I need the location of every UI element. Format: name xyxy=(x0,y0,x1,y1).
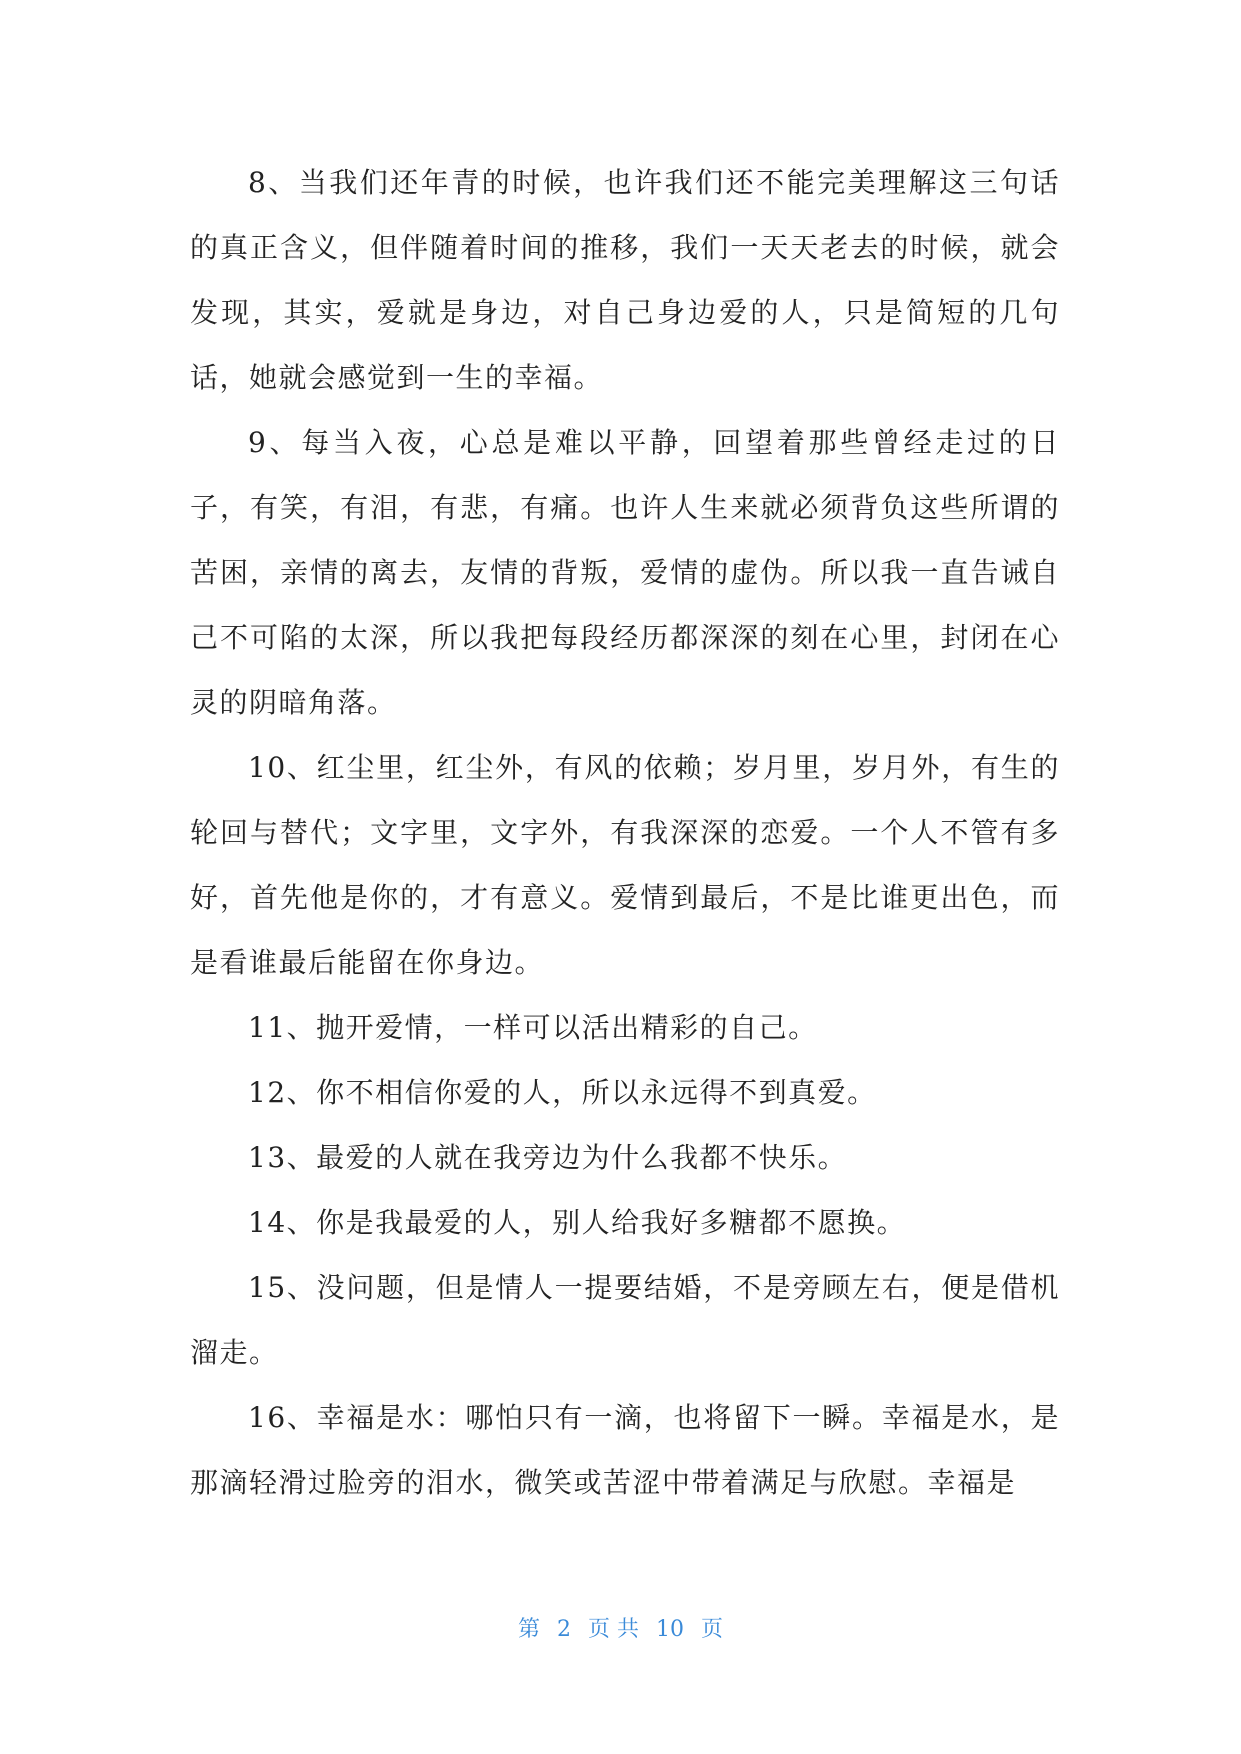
body-text xyxy=(190,150,1060,1515)
footer-prefix: 第 xyxy=(517,1617,540,1642)
paragraph-14: 14、你是我最爱的人，别人给我好多糖都不愿换。 xyxy=(248,1206,907,1239)
paragraph-9: 9、每当入夜，心总是难以平静，回望着那些曾经走过的日子，有笑，有泪，有悲，有痛。也许人生来就必须背负这些所谓的苦困，亲情的离去，友情的背叛，爱情的虚伪。所以我一直告诫自己不可陷的太深，所以我把每段经历都深深的刻在心里，封闭在心灵的阴暗角落。 xyxy=(190,426,1060,719)
paragraph-10: 10、红尘里，红尘外，有风的依赖；岁月里，岁月外，有生的轮回与替代；文字里，文字外，有我深深的恋爱。一个人不管有多好，首先他是你的，才有意义。爱情到最后，不是比谁更出色，而是看谁最后能留在你身边。 xyxy=(190,751,1060,979)
paragraph-11: 11、抛开爱情，一样可以活出精彩的自己。 xyxy=(248,1011,818,1044)
footer-total-pages: 10 xyxy=(656,1617,684,1642)
paragraph-16: 16、幸福是水：哪怕只有一滴，也将留下一瞬。幸福是水，是那滴轻滑过脸旁的泪水，微笑或苦涩中带着满足与欣慰。幸福是 xyxy=(190,1401,1060,1499)
paragraph-8: 8、当我们还年青的时候，也许我们还不能完美理解这三句话的真正含义，但伴随着时间的推移，我们一天天老去的时候，就会发现，其实，爱就是身边，对自己身边爱的人，只是简短的几句话，她就会感觉到一生的幸福。 xyxy=(190,166,1060,394)
footer-middle: 页 共 xyxy=(588,1617,639,1642)
footer-suffix: 页 xyxy=(701,1617,724,1642)
paragraph-15: 15、没问题，但是情人一提要结婚，不是旁顾左右，便是借机溜走。 xyxy=(190,1271,1060,1369)
paragraph-12: 12、你不相信你爱的人，所以永远得不到真爱。 xyxy=(248,1076,877,1109)
page-footer xyxy=(0,1612,1241,1643)
footer-current-page: 2 xyxy=(557,1617,571,1642)
paragraph-13: 13、最爱的人就在我旁边为什么我都不快乐。 xyxy=(248,1141,848,1174)
